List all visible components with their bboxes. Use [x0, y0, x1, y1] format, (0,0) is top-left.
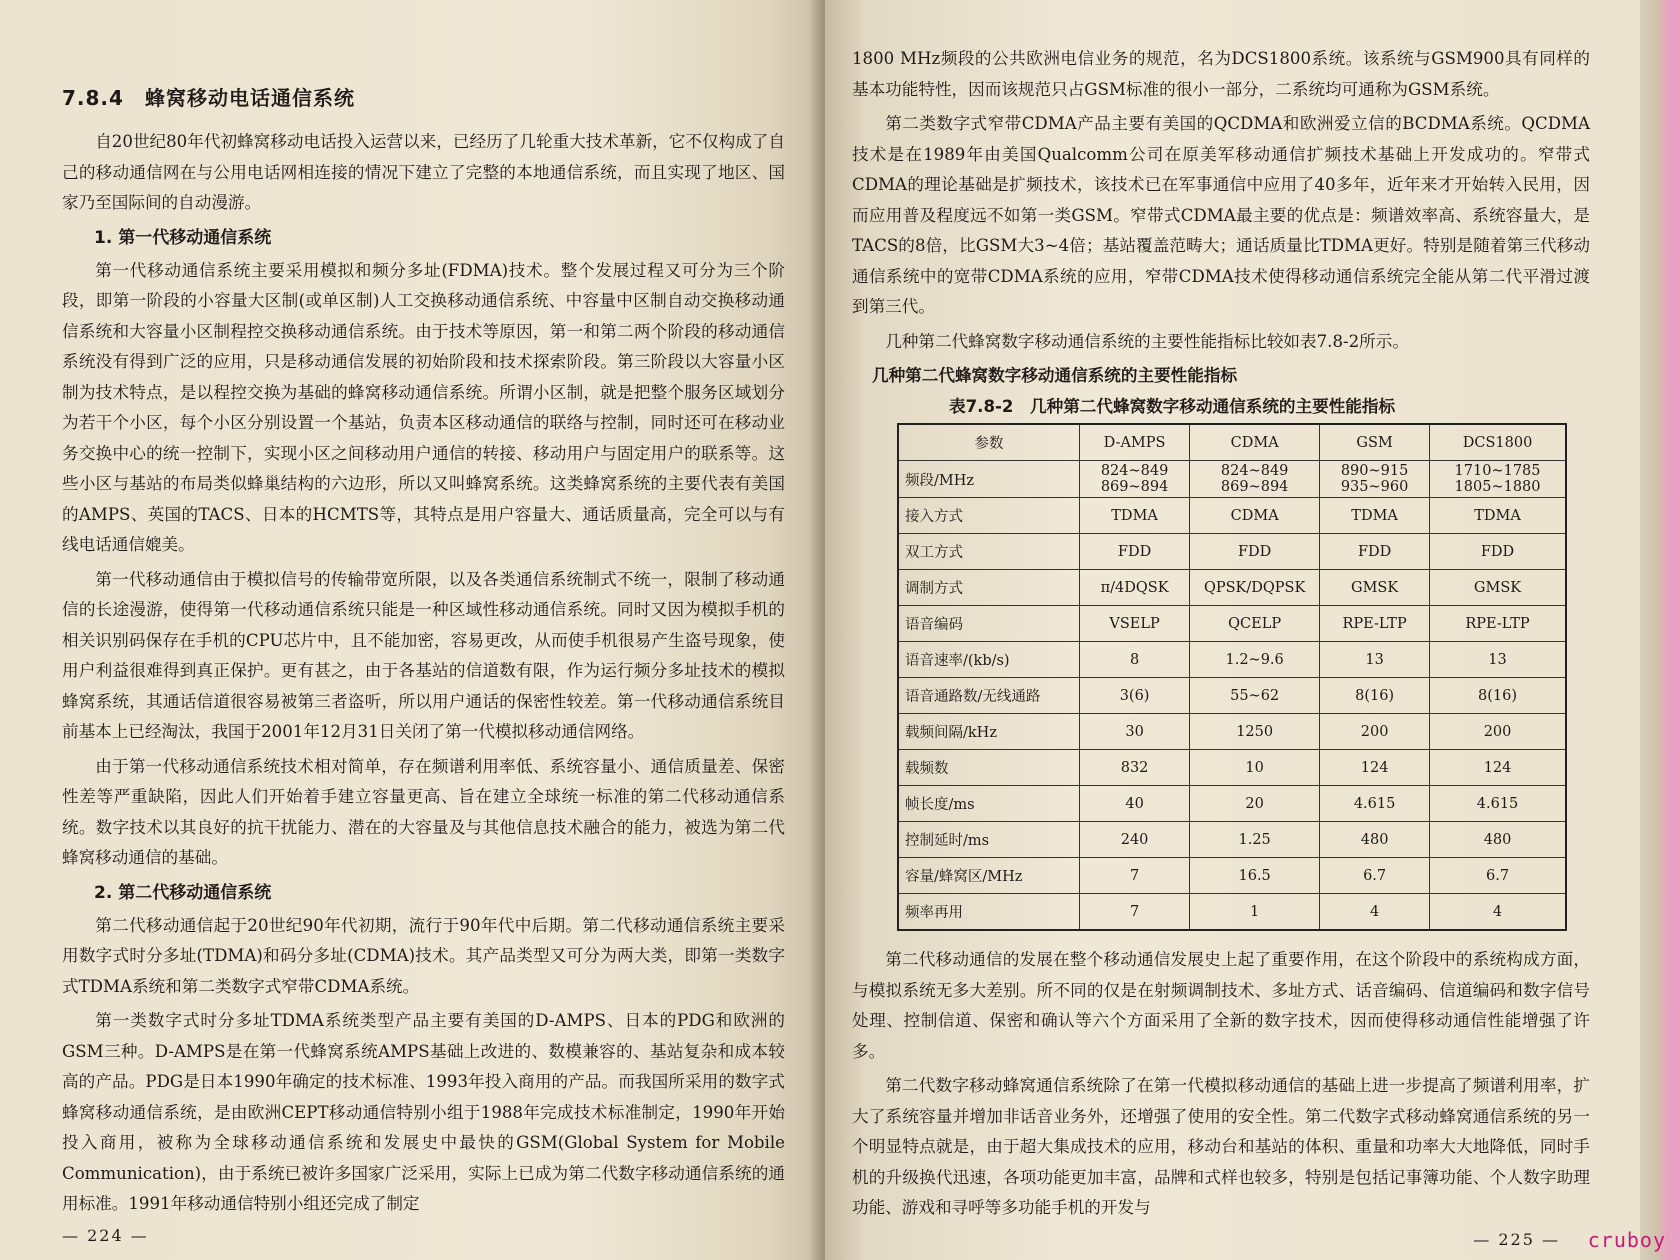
page-number-right: — 225 — — [1473, 1229, 1560, 1249]
paragraph-1: 第一代移动通信系统主要采用模拟和频分多址(FDMA)技术。整个发展过程又可分为三个阶段，即第一阶段的小容量大区制(或单区制)人工交换移动通信系统、中容量中区制自动交换移动通信系统和大容量小区制程控交换移动通信系统。由于技术等原因，第一和第二两个阶段的移动通信系统没有得到广泛的应用，只是移动通信发展的初始阶段和技术探索阶段。第三阶段以大容量小区制为技术特点，是以程控交换为基础的蜂窝移动通信系统。所谓小区制，就是把整个服务区域划分为若干个小区，每个小区分别设置一个基站，负责本区移动通信的联络与控制，同时还可在移动业务交换中心的统一控制下，实现小区之间移动用户通信的转接、移动用户与固定用户的联系等。这些小区与基站的布局类似蜂巢结构的六边形，所以又叫蜂窝系统。这类蜂窝系统的主要代表有美国的AMPS、英国的TACS、日本的HCMTS等，其特点是用户容量大、通话质量高，完全可以与有线电话通信媲美。 — [62, 260, 785, 554]
table-row — [898, 461, 1566, 498]
table-row — [898, 570, 1566, 606]
table-cell: 124 — [1320, 750, 1430, 786]
paragraph-7: 第二代移动通信的发展在整个移动通信发展史上起了重要作用，在这个阶段中的系统构成方面，与模拟系统无多大差别。所不同的仅是在射频调制技术、多址方式、话音编码、信道编码和数字信号处理、控制信道、保密和确认等六个方面采用了全新的数字技术，因而使得移动通信性能增强了许多。 — [852, 950, 1590, 1061]
table-cell: 6.7 — [1430, 858, 1566, 894]
paragraph-6: 第二类数字式窄带CDMA产品主要有美国的QCDMA和欧洲爱立信的BCDMA系统。QCDMA技术是在1989年由美国Qualcomm公司在原美军移动通信扩频技术基础上开发成功的。窄带式CDMA的理论基础是扩频技术，该技术已在军事通信中应用了40多年，近年来才开始转入民用，因而应用普及程度远不如第一类GSM。窄带式CDMA最主要的优点是：频谱效率高、系统容量大，是TACS的8倍，比GSM大3~4倍；基站覆盖范畴大；通话质量比TDMA更好。特别是随着第三代移动通信系统中的宽带CDMA系统的应用，窄带CDMA技术使得移动通信系统完全能从第二代平滑过渡到第三代。 — [852, 114, 1590, 316]
table-cell: 语音通路数/无线通路 — [898, 678, 1080, 714]
paragraph-3: 由于第一代移动通信系统技术相对简单，存在频谱利用率低、系统容量小、通信质量差、保密性差等严重缺陷，因此人们开始着手建立容量更高、旨在建立全球统一标准的第二代移动通信系统。数字技术以其良好的抗干扰能力、潜在的大容量及与其他信息技术融合的能力，被选为第二代蜂窝移动通信的基础。 — [62, 756, 785, 867]
table-cell: 200 — [1430, 714, 1566, 750]
table-cell: 20 — [1190, 786, 1320, 822]
paragraph-2: 第一代移动通信由于模拟信号的传输带宽所限，以及各类通信系统制式不统一，限制了移动通信的长途漫游，使得第一代移动通信系统只能是一种区域性移动通信系统。同时又因为模拟手机的相关识别码保存在手机的CPU芯片中，且不能加密，容易更改，从而使手机很易产生盗号现象，使用户利益很难得到真正保护。更有甚之，由于各基站的信道数有限，作为运行频分多址技术的模拟蜂窝系统，其通话信道很容易被第三者盗听，所以用户通话的保密性较差。第一代移动通信系统目前基本上已经淘汰，我国于2001年12月31日关闭了第一代模拟移动通信网络。 — [62, 569, 785, 741]
table-cell: FDD — [1080, 534, 1190, 570]
table-cell: 55~62 — [1190, 678, 1320, 714]
table-cell: 载频间隔/kHz — [898, 714, 1080, 750]
table-cell: 1 — [1190, 894, 1320, 931]
right-page — [825, 0, 1640, 1260]
table-row — [898, 606, 1566, 642]
table-cell: TDMA — [1320, 498, 1430, 534]
performance-table-wrapper — [897, 423, 1567, 931]
table-header-cell: DCS1800 — [1430, 424, 1566, 461]
table-cell: 8(16) — [1430, 678, 1566, 714]
watermark-text: cruboy — [1587, 1228, 1666, 1252]
table-cell: RPE-LTP — [1430, 606, 1566, 642]
table-cell: 10 — [1190, 750, 1320, 786]
subsection-2-title: 2. 第二代移动通信系统 — [94, 882, 272, 903]
table-cell: 双工方式 — [898, 534, 1080, 570]
table-cell: 控制延时/ms — [898, 822, 1080, 858]
subsection-1-title: 1. 第一代移动通信系统 — [94, 227, 272, 248]
table-cell: TDMA — [1080, 498, 1190, 534]
paragraph-6-tail: 几种第二代蜂窝数字移动通信系统的主要性能指标比较如表7.8-2所示。 — [885, 331, 1409, 351]
table-cell: 6.7 — [1320, 858, 1430, 894]
table-cell: 13 — [1430, 642, 1566, 678]
table-cell: RPE-LTP — [1320, 606, 1430, 642]
table-header-cell: 参数 — [898, 424, 1080, 461]
table-cell: 语音编码 — [898, 606, 1080, 642]
table-header-cell: CDMA — [1190, 424, 1320, 461]
paragraph-8: 第二代数字移动蜂窝通信系统除了在第一代模拟移动通信的基础上进一步提高了频谱利用率，扩大了系统容量并增加非话音业务外，还增强了使用的安全性。第二代数字式移动蜂窝通信系统的另一个明显特点就是，由于超大集成技术的应用，移动台和基站的体积、重量和功率大大地降低，同时手机的升级换代迅速，各项功能更加丰富，品牌和式样也较多，特别是包括记事簿功能、个人数字助理功能、游戏和寻呼等多功能手机的开发与 — [852, 1076, 1590, 1217]
table-cell: QPSK/DQPSK — [1190, 570, 1320, 606]
table-header-cell: GSM — [1320, 424, 1430, 461]
table-cell: 语音速率/(kb/s) — [898, 642, 1080, 678]
table-header-row — [898, 424, 1566, 461]
table-cell: 480 — [1430, 822, 1566, 858]
table-row — [898, 498, 1566, 534]
table-cell: FDD — [1320, 534, 1430, 570]
continued-paragraph: 1800 MHz频段的公共欧洲电信业务的规范，名为DCS1800系统。该系统与GSM900具有同样的基本功能特性，因而该规范只占GSM标准的很小一部分，二系统均可通称为GSM系统。 — [852, 49, 1590, 99]
intro-paragraph: 自20世纪80年代初蜂窝移动电话投入运营以来，已经历了几轮重大技术革新，它不仅构成了自己的移动通信网在与公用电话网相连接的情况下建立了完整的本地通信系统，而且实现了地区、国家乃至国际间的自动漫游。 — [62, 132, 785, 212]
table-row — [898, 642, 1566, 678]
table-cell: 8 — [1080, 642, 1190, 678]
table-cell: FDD — [1190, 534, 1320, 570]
table-cell: 30 — [1080, 714, 1190, 750]
table-cell: 1.2~9.6 — [1190, 642, 1320, 678]
table-cell: 4.615 — [1320, 786, 1430, 822]
table-cell: 7 — [1080, 858, 1190, 894]
table-row — [898, 678, 1566, 714]
table-cell: 载频数 — [898, 750, 1080, 786]
table-cell: 16.5 — [1190, 858, 1320, 894]
table-cell: VSELP — [1080, 606, 1190, 642]
page-edge — [1640, 0, 1680, 1260]
table-cell: 890~915 935~960 — [1320, 461, 1430, 498]
paragraph-5: 第一类数字式时分多址TDMA系统类型产品主要有美国的D-AMPS、日本的PDG和欧洲的GSM三种。D-AMPS是在第一代蜂窝系统AMPS基础上改进的、数模兼容的、基站复杂和成本较高的产品。PDG是日本1990年确定的技术标准、1993年投入商用的产品。而我国所采用的数字式蜂窝移动通信系统，是由欧洲CEPT移动通信特别小组于1988年完成技术标准制定，1990年开始投入商用，被称为全球移动通信系统和发展史中最快的GSM(Global System for Mobile Communication)，由于系统已被许多国家广泛采用，实际上已成为第二代数字移动通信系统的通用标准。1991年移动通信特别小组还完成了制定 — [62, 1011, 785, 1213]
table-row — [898, 858, 1566, 894]
table-cell: GMSK — [1430, 570, 1566, 606]
section-title: 7.8.4 蜂窝移动电话通信系统 — [62, 86, 355, 110]
table-cell: CDMA — [1190, 498, 1320, 534]
table-cell: 13 — [1320, 642, 1430, 678]
table-cell: QCELP — [1190, 606, 1320, 642]
left-page — [0, 0, 825, 1260]
table-cell: 1710~1785 1805~1880 — [1430, 461, 1566, 498]
table-cell: 824~849 869~894 — [1080, 461, 1190, 498]
table-cell: 124 — [1430, 750, 1566, 786]
table-cell: 7 — [1080, 894, 1190, 931]
table-cell: GMSK — [1320, 570, 1430, 606]
table-cell: 3(6) — [1080, 678, 1190, 714]
performance-table — [897, 423, 1567, 931]
table-row — [898, 750, 1566, 786]
table-header-cell: D-AMPS — [1080, 424, 1190, 461]
table-cell: 40 — [1080, 786, 1190, 822]
table-cell: 4.615 — [1430, 786, 1566, 822]
table-cell: 接入方式 — [898, 498, 1080, 534]
table-cell: FDD — [1430, 534, 1566, 570]
table-lead-line: 几种第二代蜂窝数字移动通信系统的主要性能指标 — [872, 366, 1238, 385]
table-cell: 4 — [1320, 894, 1430, 931]
table-cell: 200 — [1320, 714, 1430, 750]
table-cell: 240 — [1080, 822, 1190, 858]
table-cell: 480 — [1320, 822, 1430, 858]
table-cell: 容量/蜂窝区/MHz — [898, 858, 1080, 894]
table-cell: 1.25 — [1190, 822, 1320, 858]
table-row — [898, 786, 1566, 822]
table-caption: 表7.8-2 几种第二代蜂窝数字移动通信系统的主要性能指标 — [949, 397, 1396, 416]
table-cell: 频率再用 — [898, 894, 1080, 931]
table-row — [898, 714, 1566, 750]
table-row — [898, 894, 1566, 931]
table-cell: π/4DQSK — [1080, 570, 1190, 606]
table-cell: 832 — [1080, 750, 1190, 786]
table-cell: 1250 — [1190, 714, 1320, 750]
table-row — [898, 822, 1566, 858]
table-cell: 帧长度/ms — [898, 786, 1080, 822]
page-number-left: — 224 — — [62, 1225, 149, 1245]
table-row — [898, 534, 1566, 570]
table-cell: 频段/MHz — [898, 461, 1080, 498]
table-cell: 8(16) — [1320, 678, 1430, 714]
table-cell: TDMA — [1430, 498, 1566, 534]
paragraph-4: 第二代移动通信起于20世纪90年代初期，流行于90年代中后期。第二代移动通信系统主要采用数字式时分多址(TDMA)和码分多址(CDMA)技术。其产品类型又可分为两大类，即第一类数字式TDMA系统和第二类数字式窄带CDMA系统。 — [62, 915, 785, 996]
table-cell: 4 — [1430, 894, 1566, 931]
table-cell: 824~849 869~894 — [1190, 461, 1320, 498]
table-cell: 调制方式 — [898, 570, 1080, 606]
